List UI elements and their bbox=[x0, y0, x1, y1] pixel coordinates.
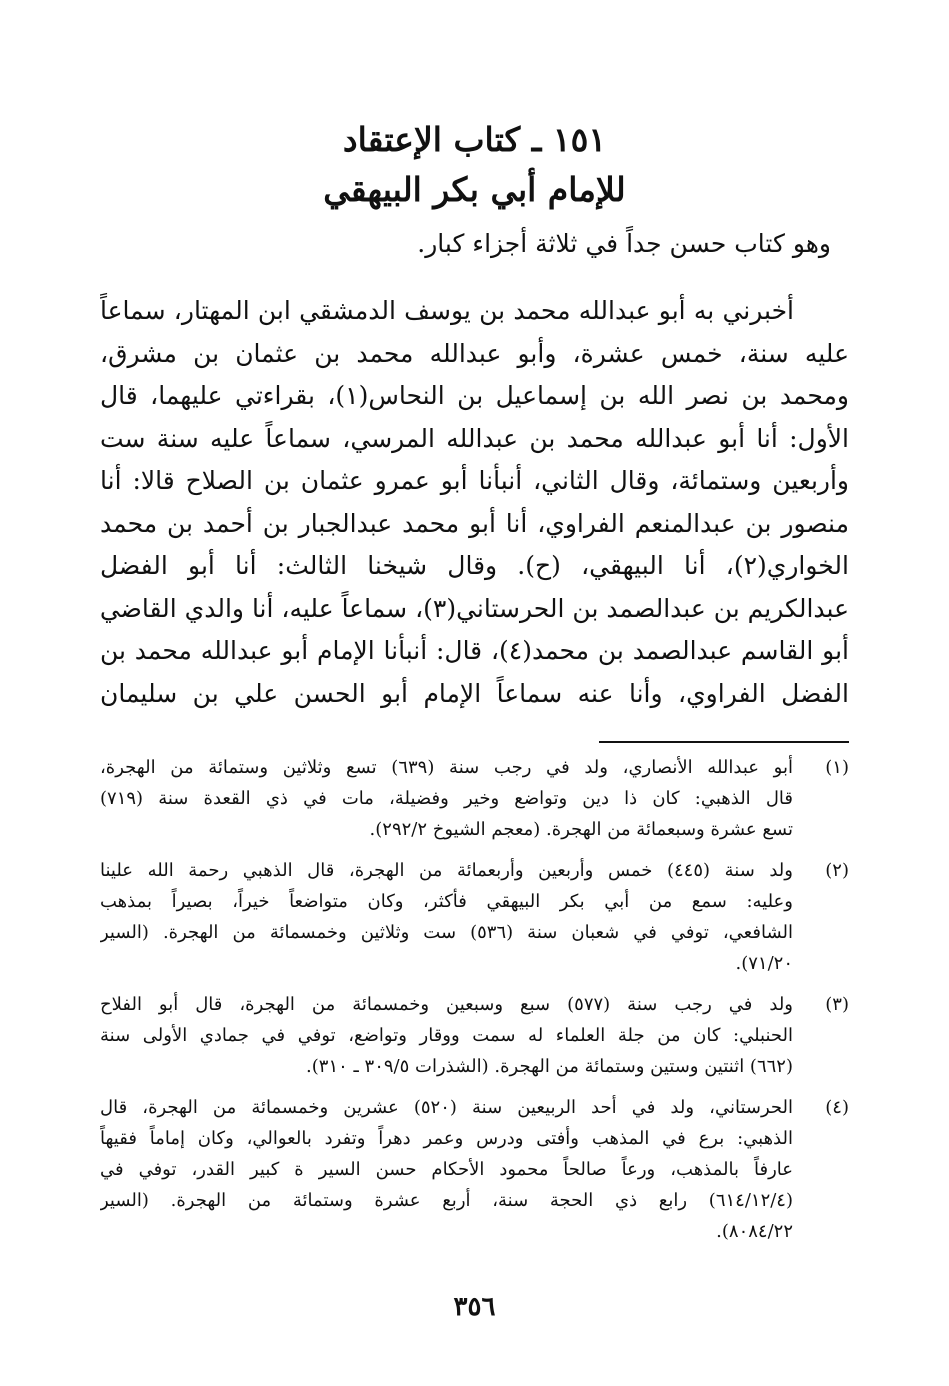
footnote-line: ٧١/٢٠). bbox=[735, 953, 793, 974]
footnote-line: ولد في رجب سنة (٥٧٧) سبع وسبعين وخمسمائة من الهجرة، قال أبو الفلاح bbox=[100, 994, 793, 1015]
footnote-number: (٤) bbox=[825, 1097, 849, 1118]
paragraph-line: الفضل الفراوي، وأنا عنه سماعاً الإمام أبو الحسن علي بن سليمان bbox=[100, 678, 849, 708]
paragraph-line: أخبرني به أبو عبدالله محمد بن يوسف الدمشقي ابن المهتار، سماعاً bbox=[100, 296, 794, 325]
paragraph-line: الأول: أنا أبو عبدالله محمد بن عبدالله المرسي، سماعاً عليه سنة ست bbox=[100, 423, 849, 453]
footnote-line: الذهبي: برع في المذهب وأفتى ودرس وعمر دهراً وتفرد بالعوالي، وكان إماماً فقيهاً bbox=[100, 1128, 793, 1149]
footnote-4 bbox=[100, 1092, 849, 1247]
footnote-text bbox=[100, 989, 793, 1082]
paragraph-line: أبو القاسم عبدالصمد بن محمد(٤)، قال: أنبأنا الإمام أبو عبدالله محمد بن bbox=[100, 636, 849, 665]
paragraph-line: الخواري(٢)، أنا البيهقي، (ح). وقال شيخنا الثالث: أنا أبو الفضل bbox=[100, 551, 849, 580]
footnote-3 bbox=[100, 989, 849, 1082]
paragraph-line: عبدالكريم بن عبدالصمد بن الحرستاني(٣)، سماعاً عليه، أنا والدي القاضي bbox=[100, 593, 849, 623]
footnote-text bbox=[100, 1092, 793, 1247]
footnote-line: تسع عشرة وسبعمائة من الهجرة. (معجم الشيوخ ٢٩٢/٢). bbox=[369, 819, 793, 840]
footnote-line: ٨٠٨٤/٢٢). bbox=[716, 1221, 793, 1242]
footnote-line: الشافعي، توفي في شعبان سنة (٥٣٦) ست وثلاثين وخمسمائة من الهجرة. (السير bbox=[100, 922, 793, 943]
footnote-1 bbox=[100, 752, 849, 845]
footnote-line: الحنبلي: كان من جلة العلماء له سمت ووقار وتواضع، توفي في جمادي الأولى سنة bbox=[100, 1025, 793, 1046]
footnote-line: عارفاً بالمذهب، ورعاً صالحاً محمود الأحكام حسن السير ة كبير القدر، توفي في bbox=[100, 1159, 793, 1180]
paragraph-line: وأربعين وستمائة، وقال الثاني، أنبأنا أبو عمرو عثمان بن الصلاح قالا: أنا bbox=[100, 466, 849, 495]
paragraph-line: منصور بن عبدالمنعم الفراوي، أنا أبو محمد عبدالجبار بن أحمد بن محمد bbox=[100, 508, 849, 538]
footnote-line: (٦٦٢) اثنتين وستين وستمائة من الهجرة. (الشذرات ٣٠٩/٥ ـ ٣١٠). bbox=[306, 1056, 793, 1077]
chapter-subtitle: للإمام أبي بكر البيهقي bbox=[323, 170, 626, 209]
footnote-line: أبو عبدالله الأنصاري، ولد في رجب سنة (٦٣٩) تسع وثلاثين وستمائة من الهجرة، bbox=[100, 757, 793, 778]
paragraph-line: ومحمد بن نصر الله بن إسماعيل بن النحاس(١)، بقراءتي عليهما، قال bbox=[100, 381, 849, 410]
footnote-text bbox=[100, 752, 793, 845]
footnotes-list bbox=[100, 752, 849, 1257]
footnote-line: وعليه: سمع من أبي بكر البيهقي فأكثر، وكان متواضعاً خيراً، بصيراً بمذهب bbox=[100, 891, 793, 912]
footnote-number: (١) bbox=[825, 757, 849, 778]
footnote-number: (٣) bbox=[825, 994, 849, 1015]
footnote-line: قال الذهبي: كان ذا دين وتواضع وخير وفضيلة، مات في ذي القعدة سنة (٧١٩) bbox=[100, 788, 793, 809]
footnote-number: (٢) bbox=[825, 860, 849, 881]
footnote-line: الحرستاني، ولد في أحد الربيعين سنة (٥٢٠) عشرين وخمسمائة من الهجرة، قال bbox=[100, 1097, 793, 1118]
main-paragraph bbox=[100, 290, 849, 715]
footnote-line: (٦١٤/١٢/٤) رابع ذي الحجة سنة، أربع عشرة وستمائة من الهجرة. (السير bbox=[100, 1190, 793, 1211]
footnote-separator bbox=[599, 741, 849, 743]
footnote-2 bbox=[100, 855, 849, 979]
chapter-title: ١٥١ ـ كتاب الإعتقاد bbox=[342, 120, 607, 159]
intro-sentence: وهو كتاب حسن جداً في ثلاثة أجزاء كبار. bbox=[417, 229, 831, 258]
page-number: ٣٥٦ bbox=[453, 1292, 496, 1322]
footnote-text bbox=[100, 855, 793, 979]
paragraph-line: عليه سنة، خمس عشرة، وأبو عبدالله محمد بن عثمان بن مشرق، bbox=[100, 338, 849, 368]
footnote-line: ولد سنة (٤٤٥) خمس وأربعين وأربعمائة من الهجرة، قال الذهبي رحمة الله علينا bbox=[100, 860, 793, 881]
